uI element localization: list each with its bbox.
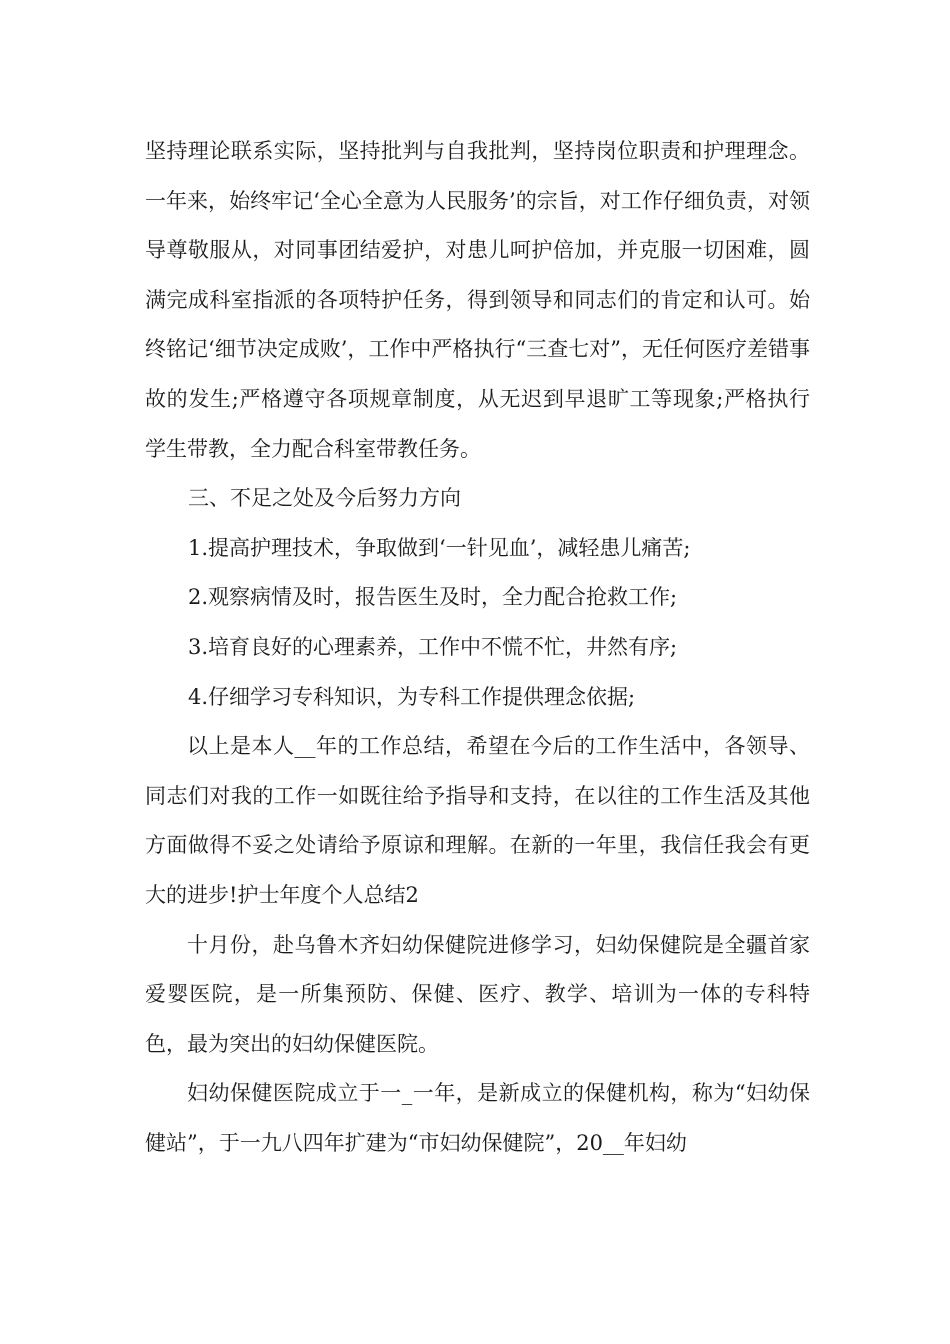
list-item-study-specialty: 4.仔细学习专科知识，为专科工作提供理念依据; (188, 684, 636, 709)
paragraph-october-study: 十月份，赴乌鲁木齐妇幼保健院进修学习，妇幼保健院是全疆首家爱婴医院，是一所集预防、保健、医疗、教学、培训为一体的专科特色，最为突出的妇幼保健医院。 (145, 932, 810, 1056)
paragraph-conclusion: 以上是本人__年的工作总结，希望在今后的工作生活中，各领导、同志们对我的工作一如既往给予指导和支持，在以往的工作生活及其他方面做得不妥之处请给予原谅和理解。在新的一年里，我信任我会有更大的进步!护士年度个人总结2 (145, 734, 810, 907)
document-body (145, 127, 810, 1168)
paragraph-hospital-history: 妇幼保健医院成立于一_一年，是新成立的保健机构，称为“妇幼保健站”，于一九八四年扩建为“市妇幼保健院”，20__年妇幼 (145, 1081, 810, 1155)
section-heading-shortcomings: 三、不足之处及今后努力方向 (188, 486, 461, 511)
list-item-psychological-quality: 3.培育良好的心理素养，工作中不慌不忙，井然有序; (188, 634, 678, 659)
list-item-observe-condition: 2.观察病情及时，报告医生及时，全力配合抢救工作; (188, 585, 678, 610)
paragraph-responsibility: 坚持理论联系实际，坚持批判与自我批判，坚持岗位职责和护理理念。一年来，始终牢记‘全心全意为人民服务’的宗旨，对工作仔细负责，对领导尊敬服从，对同事团结爱护，对患儿呵护倍加，并克服一切困难，圆满完成科室指派的各项特护任务，得到领导和同志们的肯定和认可。始终铭记‘细节决定成败’，工作中严格执行“三查七对”，无任何医疗差错事故的发生;严格遵守各项规章制度，从无迟到早退旷工等现象;严格执行学生带教，全力配合科室带教任务。 (145, 139, 810, 461)
list-item-improve-skills: 1.提高护理技术，争取做到‘一针见血’，减轻患儿痛苦; (188, 535, 691, 560)
